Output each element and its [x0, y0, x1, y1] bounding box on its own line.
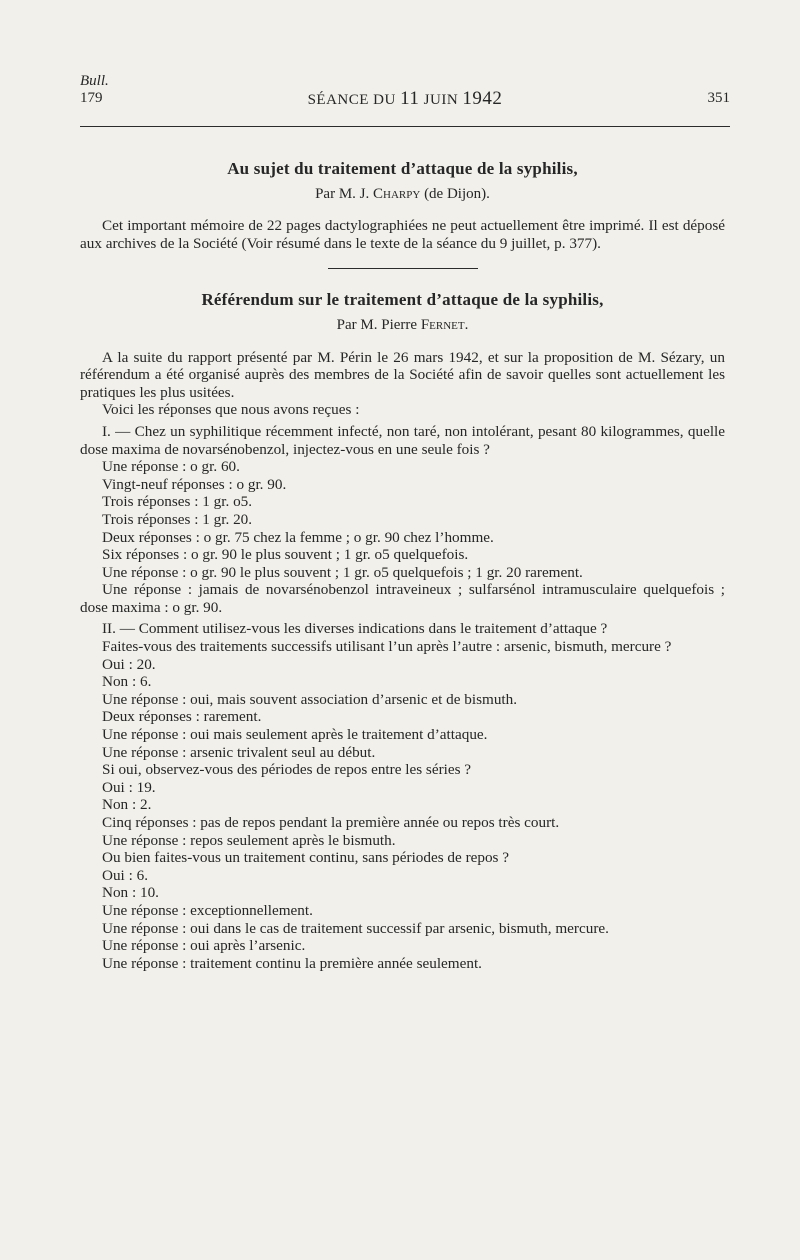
article1-byline — [80, 186, 725, 204]
answer-line: Une réponse : o gr. 60. — [102, 458, 240, 476]
answer-line: Deux réponses : o gr. 75 chez la femme ; o gr. 90 chez l’homme. — [102, 528, 494, 546]
answer-line: Trois réponses : 1 gr. o5. — [102, 493, 253, 511]
article2-author: Fernet. — [420, 316, 469, 333]
answer-line: Une réponse : arsenic trivalent seul au début. — [102, 743, 376, 761]
question-2-answers — [80, 656, 725, 973]
article2-intro: A la suite du rapport présenté par M. Périn le 26 mars 1942, et sur la proposition de M. Sézary, un référendum a été organisé auprès des membres de la Société afin de savoir quelles sont actuellement les pratiques les plus usitées. — [80, 348, 725, 401]
article2-title: Référendum sur le traitement d’attaque de la syphilis, — [201, 290, 604, 310]
section-divider — [328, 268, 478, 269]
running-prefix: SÉANCE DU — [307, 92, 396, 108]
answer-line: Une réponse : jamais de novarsénobenzol intraveineux ; sulfarsénol intramusculaire quelquefois ; dose maxima : o gr. 90. — [80, 581, 725, 616]
answer-line: Une réponse : oui dans le cas de traitement successif par arsenic, bismuth, mercure. — [102, 919, 609, 937]
answer-line: Non : 6. — [102, 673, 152, 691]
answer-line: Une réponse : o gr. 90 le plus souvent ; 1 gr. o5 quelquefois ; 1 gr. 20 rarement. — [102, 563, 583, 581]
answer-line: Une réponse : exceptionnellement. — [102, 901, 313, 919]
article2-byline — [80, 317, 725, 335]
answer-line: Vingt-neuf réponses : o gr. 90. — [102, 475, 287, 493]
running-month: JUIN — [423, 92, 459, 108]
answer-line: Une réponse : repos seulement après le bismuth. — [102, 831, 396, 849]
question-1: I. — Chez un syphilitique récemment infecté, non taré, non intolérant, pesant 80 kilogrammes, quelle dose maxima de novarsénobenzol, injectez-vous en une seule fois ? — [80, 422, 725, 458]
answer-line: Une réponse : traitement continu la première année seulement. — [102, 954, 482, 972]
answer-line: Une réponse : oui mais seulement après le traitement d’attaque. — [102, 726, 488, 744]
article1-author: Charpy — [373, 185, 421, 202]
answer-line: Une réponse : oui après l’arsenic. — [102, 937, 306, 955]
margin-annotation: Bull. — [80, 73, 109, 89]
answer-line: Trois réponses : 1 gr. 20. — [102, 510, 253, 528]
answer-line: Ou bien faites-vous un traitement continu, sans périodes de repos ? — [102, 849, 509, 867]
answer-line: Non : 2. — [102, 796, 152, 814]
answer-line: Oui : 6. — [102, 866, 148, 884]
answer-line: Oui : 19. — [102, 778, 156, 796]
left-page-number: 179 — [80, 90, 103, 106]
answer-line: Six réponses : o gr. 90 le plus souvent ; 1 gr. o5 quelquefois. — [102, 546, 469, 564]
answer-line: Si oui, observez-vous des périodes de repos entre les séries ? — [102, 761, 472, 779]
answer-line: Cinq réponses : pas de repos pendant la première année ou repos très court. — [102, 814, 560, 831]
page-body — [80, 160, 725, 972]
article1-byline-suffix: (de Dijon). — [424, 185, 490, 202]
answer-line: Deux réponses : rarement. — [102, 708, 262, 726]
article1-byline-prefix: Par M. J. — [315, 185, 370, 202]
question-1-answers — [80, 458, 725, 616]
answer-line: Une réponse : oui, mais souvent association d’arsenic et de bismuth. — [102, 690, 518, 708]
page-number: 351 — [707, 90, 730, 106]
answer-line: Oui : 20. — [102, 655, 156, 673]
article2-intro2: Voici les réponses que nous avons reçues : — [102, 401, 360, 419]
question-2a: Faites-vous des traitements successifs utilisant l’un après l’autre : arsenic, bismuth, mercure ? — [102, 638, 672, 656]
header-rule — [80, 126, 730, 127]
running-title — [80, 88, 730, 110]
article1-paragraph: Cet important mémoire de 22 pages dactylographiées ne peut actuellement être imprimé. Il est déposé aux archives de la Société (Voir résumé dans le texte de la séance du 9 juillet, p. 377). — [80, 217, 725, 252]
running-header — [80, 88, 730, 114]
running-year: 1942 — [462, 88, 503, 109]
answer-line: Non : 10. — [102, 884, 159, 902]
question-2: II. — Comment utilisez-vous les diverses indications dans le traitement d’attaque ? — [102, 620, 608, 638]
article1-title: Au sujet du traitement d’attaque de la syphilis, — [227, 159, 578, 178]
article2-byline-prefix: Par M. Pierre — [336, 316, 418, 333]
running-day: 11 — [400, 88, 420, 109]
